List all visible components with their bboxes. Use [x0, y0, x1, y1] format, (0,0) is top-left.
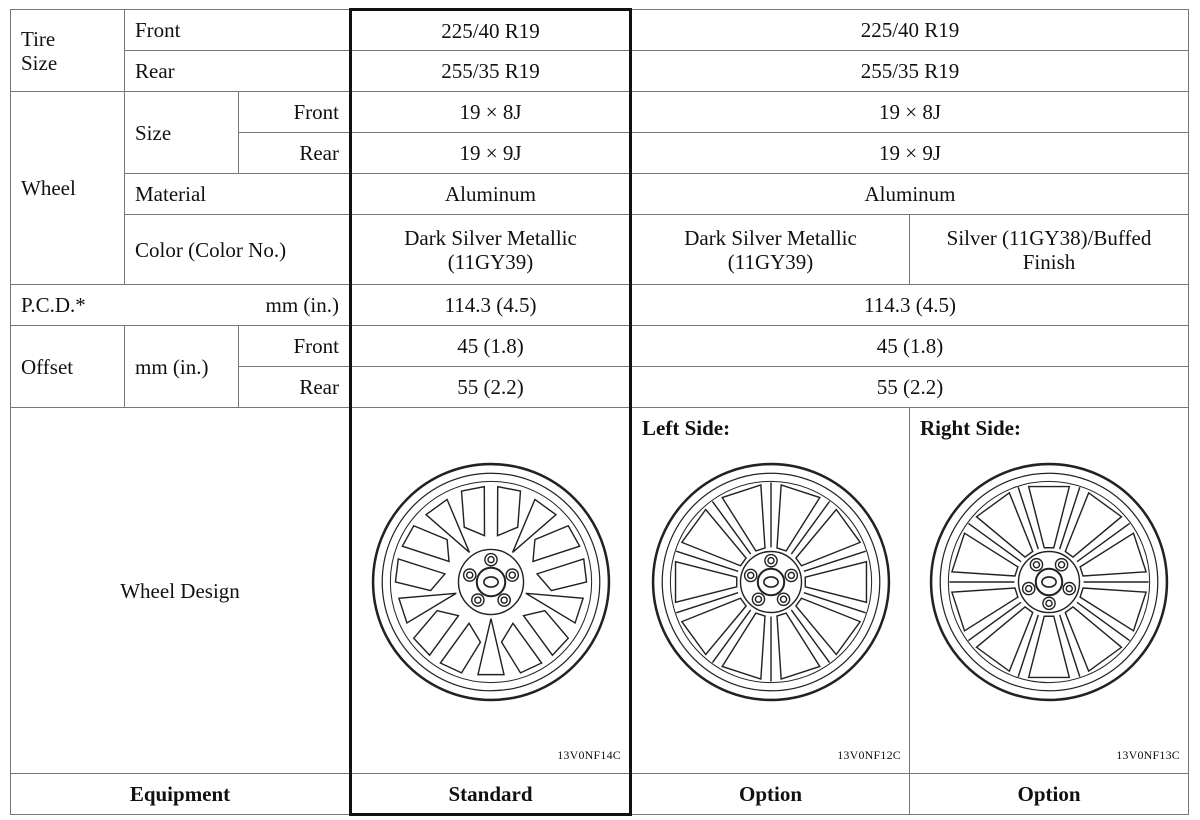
label-offset-front: Front	[239, 326, 351, 367]
spoke-window	[977, 607, 1033, 671]
spoke-window	[777, 613, 820, 679]
std-material: Aluminum	[351, 174, 631, 215]
spoke-window	[537, 559, 587, 591]
opt-offset-rear: 55 (2.2)	[631, 367, 1189, 408]
lug-nut	[463, 569, 475, 581]
spoke-ridge	[968, 602, 1021, 640]
lug-nut	[1030, 559, 1042, 571]
row-offset-front	[11, 326, 1189, 367]
spoke-window	[413, 611, 458, 656]
spoke-window	[977, 493, 1033, 557]
spoke-ridge	[712, 610, 750, 663]
std-wheel-front: 19 × 8J	[351, 92, 631, 133]
std-wheel-rear: 19 × 9J	[351, 133, 631, 174]
opt-left-color	[631, 215, 910, 285]
spoke-ridge	[791, 610, 829, 663]
spoke-window	[395, 559, 445, 591]
lug-nut	[471, 594, 483, 606]
row-color	[11, 215, 1189, 285]
opt-tire-rear: 255/35 R19	[631, 51, 1189, 92]
label-tire-rear: Rear	[125, 51, 351, 92]
std-color	[351, 215, 631, 285]
spoke-window	[777, 485, 820, 551]
label-offset-rear: Rear	[239, 367, 351, 408]
label-material: Material	[125, 174, 351, 215]
lug-nut	[1055, 559, 1067, 571]
opt-left-color-line1: Dark Silver Metallic	[684, 225, 857, 250]
opt-left-equipment: Option	[631, 774, 910, 815]
label-color: Color (Color No.)	[125, 215, 351, 285]
std-image-code: 13V0NF14C	[557, 748, 622, 762]
opt-right-equipment: Option	[910, 774, 1189, 815]
opt-offset-front: 45 (1.8)	[631, 326, 1189, 367]
spoke-ridge	[1077, 602, 1130, 640]
lug-nut	[764, 555, 776, 567]
std-color-line1: Dark Silver Metallic	[404, 225, 577, 250]
spoke-window	[952, 588, 1018, 631]
spoke-window	[1080, 588, 1146, 631]
right-side-wheel-image	[927, 460, 1171, 704]
lug-nut	[506, 569, 518, 581]
spoke-window	[1065, 493, 1121, 557]
opt-left-color-line2: (11GY39)	[727, 249, 814, 274]
lug-nut	[498, 594, 510, 606]
label-tire: Tire	[21, 26, 56, 51]
spoke-ridge	[712, 501, 750, 554]
right-image-code: 13V0NF13C	[1116, 748, 1181, 762]
std-tire-front: 225/40 R19	[351, 10, 631, 51]
spoke-window	[952, 533, 1018, 576]
std-color-line2: (11GY39)	[447, 249, 534, 274]
label-equipment: Equipment	[11, 774, 351, 815]
spoke-ridge	[791, 501, 829, 554]
std-wheel-design	[351, 408, 631, 774]
spoke-window	[402, 526, 449, 562]
spoke-window	[398, 593, 455, 623]
wheel-spec-table	[10, 8, 1189, 816]
row-tire-front	[11, 10, 1189, 51]
lug-nut	[484, 554, 496, 566]
lug-nut	[785, 569, 797, 581]
spoke-ridge	[1077, 523, 1130, 561]
lug-nut	[1043, 597, 1055, 609]
label-wheel-rear: Rear	[239, 133, 351, 174]
row-wheel-size-front	[11, 92, 1189, 133]
spoke-ridge	[968, 523, 1021, 561]
right-side-label: Right Side:	[920, 416, 1021, 440]
row-tire-rear	[11, 51, 1189, 92]
left-image-code: 13V0NF12C	[837, 748, 902, 762]
label-tire-front: Front	[125, 10, 351, 51]
opt-right-color	[910, 215, 1189, 285]
std-equipment: Standard	[351, 774, 631, 815]
spoke-window	[795, 510, 859, 566]
std-offset-front: 45 (1.8)	[351, 326, 631, 367]
spoke-window	[795, 598, 859, 654]
label-wheel-size: Size	[125, 92, 239, 174]
spoke-window	[1065, 607, 1121, 671]
spoke-window	[681, 510, 745, 566]
lug-nut	[744, 569, 756, 581]
lug-nut	[1023, 582, 1035, 594]
left-side-wheel-image	[649, 460, 893, 704]
label-tire-size	[11, 10, 125, 92]
opt-tire-front: 225/40 R19	[631, 10, 1189, 51]
row-material	[11, 174, 1189, 215]
row-wheel-design	[11, 408, 1189, 774]
opt-left-wheel-design	[631, 408, 910, 774]
opt-pcd: 114.3 (4.5)	[631, 285, 1189, 326]
label-pcd	[11, 285, 351, 326]
spoke-window	[533, 526, 580, 562]
spoke-window	[440, 623, 480, 673]
row-pcd	[11, 285, 1189, 326]
spoke-window	[478, 619, 504, 675]
spoke-window	[1080, 533, 1146, 576]
label-size-word: Size	[21, 50, 58, 75]
label-offset: Offset	[11, 326, 125, 408]
spoke-window	[722, 613, 765, 679]
opt-material: Aluminum	[631, 174, 1189, 215]
row-equipment	[11, 774, 1189, 815]
opt-right-color-line1: Silver (11GY38)/Buffed	[946, 225, 1152, 250]
label-wheel: Wheel	[11, 92, 125, 285]
lug-nut	[1063, 582, 1075, 594]
spoke-window	[681, 598, 745, 654]
opt-right-color-line2: Finish	[1022, 249, 1076, 274]
opt-right-wheel-design	[910, 408, 1189, 774]
left-side-label: Left Side:	[642, 416, 731, 440]
label-pcd-text: P.C.D.*	[21, 293, 86, 317]
std-pcd: 114.3 (4.5)	[351, 285, 631, 326]
label-wheel-front: Front	[239, 92, 351, 133]
label-wheel-design: Wheel Design	[11, 408, 351, 774]
spoke-window	[523, 611, 568, 656]
opt-wheel-front: 19 × 8J	[631, 92, 1189, 133]
lug-nut	[752, 593, 764, 605]
spoke-window	[501, 623, 541, 673]
std-offset-rear: 55 (2.2)	[351, 367, 631, 408]
spoke-window	[461, 487, 484, 536]
std-tire-rear: 255/35 R19	[351, 51, 631, 92]
lug-nut	[777, 593, 789, 605]
spoke-window	[525, 593, 582, 623]
opt-wheel-rear: 19 × 9J	[631, 133, 1189, 174]
spoke-window	[722, 485, 765, 551]
label-pcd-unit: mm (in.)	[265, 293, 340, 317]
standard-wheel-image	[369, 460, 613, 704]
std-wheel-graphic	[373, 464, 609, 700]
spoke-window	[497, 487, 520, 536]
label-offset-unit: mm (in.)	[125, 326, 239, 408]
